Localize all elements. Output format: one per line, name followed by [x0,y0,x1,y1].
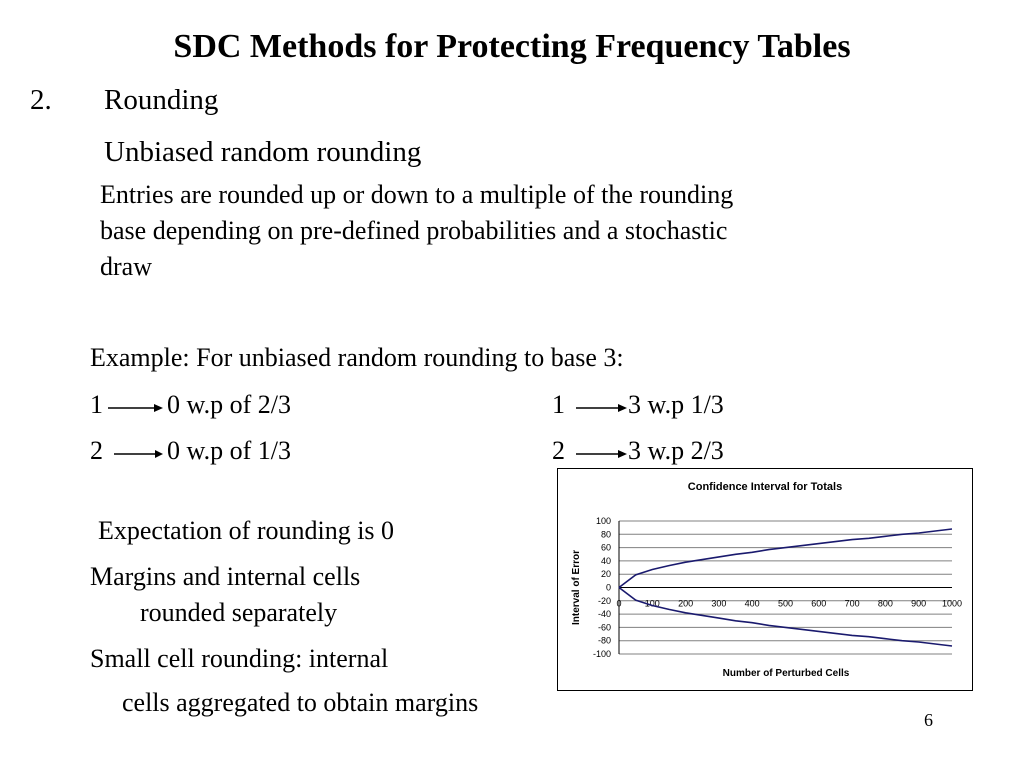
slide-title: SDC Methods for Protecting Frequency Tables [173,28,851,65]
example-from: 1 [90,390,103,419]
y-tick-label: 20 [600,569,611,580]
series-line-2 [619,588,952,647]
small-cell-text: Small cell rounding: internal [90,644,389,673]
x-tick-label: 200 [678,598,694,609]
x-tick-label: 100 [644,598,660,609]
x-tick-label: 700 [844,598,860,609]
right-arrow-icon [106,400,164,416]
example-to: 0 w.p of 2/3 [167,390,291,419]
y-tick-label: -60 [597,622,611,633]
chart-xlabel: Number of Perturbed Cells [722,668,850,679]
example-to: 0 w.p of 1/3 [167,436,291,465]
chart-svg [558,469,972,690]
chart-ylabel: Interval of Error [571,549,582,626]
y-tick-label: -100 [592,649,611,659]
right-arrow-icon [574,446,628,462]
example-to: 3 w.p 1/3 [628,390,724,419]
x-tick-label: 400 [744,598,760,609]
x-tick-label: 300 [711,598,727,609]
margins-text: Margins and internal cells [90,562,361,591]
small-cell-text-continued: cells aggregated to obtain margins [122,688,479,717]
y-tick-label: 40 [600,555,611,566]
example-from: 1 [552,390,565,419]
y-tick-label: 100 [595,516,611,526]
y-tick-label: 60 [600,542,611,553]
description-line: Entries are rounded up or down to a multiple of the rounding [100,180,734,209]
y-tick-label: 0 [605,582,611,593]
x-tick-label: 0 [616,598,622,609]
x-tick-label: 800 [877,598,893,609]
example-from: 2 [90,436,103,465]
right-arrow-icon [112,446,164,462]
x-tick-label: 1000 [941,598,963,609]
expectation-text: Expectation of rounding is 0 [98,516,395,545]
x-tick-label: 500 [777,598,794,609]
y-tick-label: 80 [600,529,611,540]
right-arrow-icon [574,400,628,416]
page-number: 6 [924,710,933,730]
margins-text-continued: rounded separately [140,598,338,627]
x-tick-label: 600 [811,598,827,609]
confidence-interval-chart [557,468,973,691]
example-to: 3 w.p 2/3 [628,436,724,465]
description-line: base depending on pre-defined probabilities and a stochastic [100,216,728,245]
chart-title: Confidence Interval for Totals [687,481,843,493]
example-from: 2 [552,436,565,465]
x-tick-label: 900 [911,598,927,609]
y-tick-label: -40 [597,609,611,620]
section-title: Rounding [104,84,219,116]
series-line-1 [619,529,952,588]
y-tick-label: -20 [597,595,611,606]
section-number: 2. [30,84,52,116]
subsection-title: Unbiased random rounding [104,136,422,168]
y-tick-label: -80 [597,635,611,646]
example-heading: Example: For unbiased random rounding to base 3: [90,343,624,372]
description-line: draw [100,252,152,281]
